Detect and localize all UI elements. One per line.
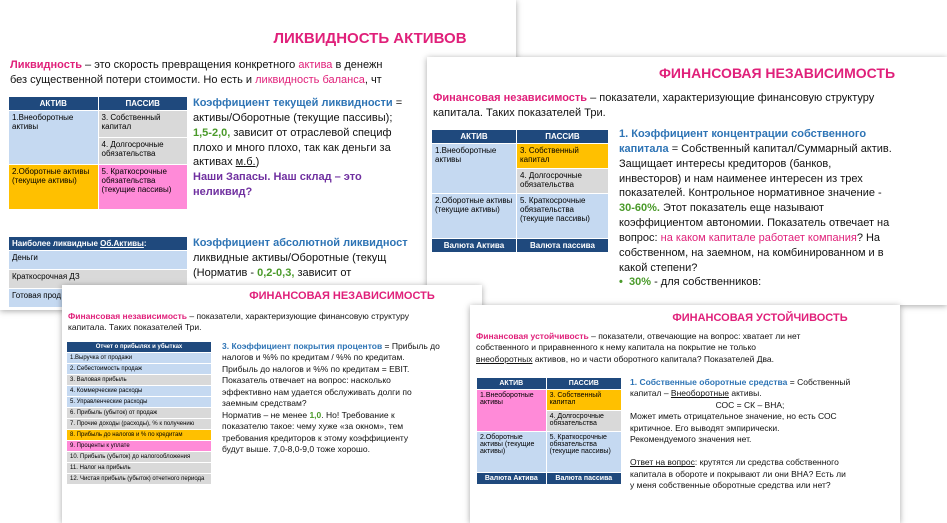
balance-sheet-table: АКТИВ ПАССИВ 1.Внеоборотные активы 3. Собственный капитал 4. Долгосрочные обязательства 2.Оборотные активы (текущие активы) 5. Краткосрочные обязательства (текущие пассивы) <box>8 96 188 210</box>
slide-title: ФИНАНСОВАЯ УСТОЙЧИВОСТЬ <box>672 312 848 324</box>
liquid-assets-table: Наиболее ликвидные Об.Активы: Деньги Краткосрочная ДЗ Готовая прод <box>8 236 188 308</box>
current-ratio-text: Коэффициент текущей ликвидности = активы/Оборотные (текущие пассивы); 1,5-2,0, зависит от отраслевой специф плохо и много плохо, так как деньги за активах м.б.) Наши Запасы. Наш склад – это неликвид? <box>193 97 403 199</box>
interest-coverage-text: 3. Коэффициент покрытия процентов = Прибыль до налогов и %% по кредитам / %% по кредитам. Прибыль до налогов и %% по кредитам = EBIT. Показатель отвечает на вопрос: насколько эффективно нам удается обслуживать долги по заемным средствам? Норматив – не менее 1,0. Но! Требование к показателю такое: чему хуже «за окном», тем требования кредиторов к этому коэффициенту будут выше. 7,0-8,0-9,0 тоже хорошо. <box>222 341 440 455</box>
slide-financial-stability[interactable] <box>470 305 900 523</box>
slide-financial-independence-1[interactable] <box>427 57 947 305</box>
intro-text: Финансовая независимость – показатели, характеризующие финансовую структуру капитала. Таких показателей Три. <box>433 92 875 119</box>
intro-text: Финансовая устойчивость – показатели, отвечающие на вопрос: хватает ли нет собственного и приравненного к нему капитала на покрытие не только внеоборотных активов, но и части оборотного капитала? Показателей Два. <box>476 331 801 364</box>
absolute-ratio-text: Коэффициент абсолютной ликвидност ликвидные активы/Оборотные (текущ (Норматив - 0,2-0,3, зависит от <box>193 237 408 279</box>
income-statement-table: Отчет о прибылях и убытках 1.Выручка от продажи 2. Себестоимость продаж 3. Валовая прибыль 4. Коммерческие расходы 5. Управленческие расходы 6. Прибыль (убыток) от продаж 7. Прочие доходы (расходы), % к получению 8. Прибыль до налогов и % по кредитам 9. Проценты к уплате 10. Прибыль (убыток) до налогообложения 11. Налог на прибыль 12. Чистая прибыль (убыток) отчетного периода <box>66 341 212 485</box>
slide-title: ФИНАНСОВАЯ НЕЗАВИСИМОСТЬ <box>249 290 435 302</box>
balance-sheet-table: АКТИВ ПАССИВ 1.Внеоборотные активы 3. Собственный капитал 4. Долгосрочные обязательства 2.Оборотные активы (текущие активы) 5. Краткосрочные обязательства (текущие пассивы) Валюта Актива Валюта пассива <box>431 129 609 253</box>
slide-title: ЛИКВИДНОСТЬ АКТИВОВ <box>273 30 467 47</box>
own-working-capital-text: 1. Собственные оборотные средства = Собственный капитал – Внеоборотные активы. СОС = СК – ВНА; Может иметь отрицательное значение, но есть СОС критичное. Его выводят эмпирически. Рекомендуемого значения нет. Ответ на вопрос: крутятся ли средства собственного капитала в обороте и покрывают ли они ВНА? Есть ли у меня собственные оборотные средства или нет? <box>630 377 851 491</box>
slide-financial-independence-3[interactable] <box>62 285 482 523</box>
bullet-icon: • <box>619 276 623 289</box>
intro-text: Финансовая независимость – показатели, характеризующие финансовую структуру капитала. Таких показателей Три. <box>68 311 409 333</box>
definition-text: Ликвидность – это скорость превращения конкретного актива в денежн без существенной потери стоимости. Но есть и ликвидность баланса, чт <box>10 59 383 86</box>
concentration-ratio-text: 1. Коэффициент концентрации собственного капитала = Собственный капитал/Суммарный актив. Защищает интересы кредиторов (банков, инвесторов) и нам наименее интересен из трех показателей. Контрольное нормативное значение - 30-60%. Этот показатель еще называют коэффициентом автономии. Показатель отвечает на вопрос: на каком капитале работает компания? На собственном, на заемном, на комбинированном и в какой степени? • 30% - для собственников: <box>619 128 892 289</box>
balance-sheet-table: АКТИВ ПАССИВ 1.Внеоборотные активы 3. Собственный капитал 4. Долгосрочные обязательства 2.Оборотные активы (текущие активы) 5. Краткосрочные обязательства (текущие пассивы) Валюта Актива Валюта пассива <box>476 377 622 485</box>
slide-title: ФИНАНСОВАЯ НЕЗАВИСИМОСТЬ <box>658 65 896 81</box>
